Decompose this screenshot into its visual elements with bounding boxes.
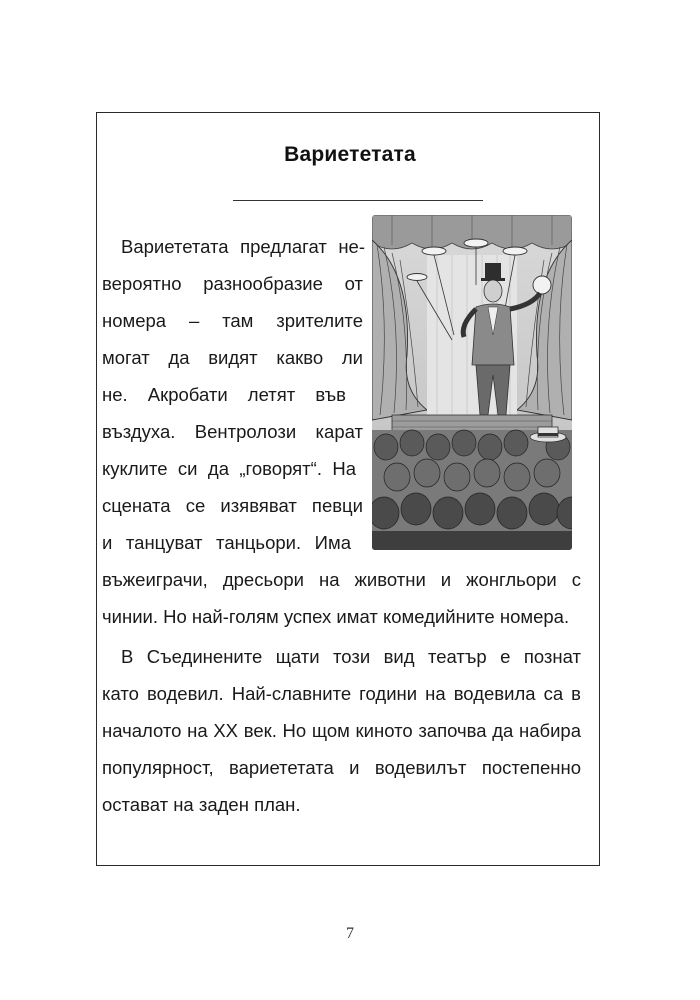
paragraph-1-line-8: сцената се изявяват певци: [102, 495, 363, 516]
paragraph-2-line-1: В Съединените щати този вид театър е познат: [121, 646, 581, 667]
paragraph-1-line-2: вероятно разнообразие от: [102, 273, 363, 294]
paragraph-1-line-3: номера – там зрителите: [102, 310, 363, 331]
paragraph-2-line-5: остават на заден план.: [102, 794, 301, 815]
paragraph-1-line-6: въздуха. Вентролози карат: [102, 421, 363, 442]
paragraph-1-line-11: чинии. Но най-голям успех имат комедийните номера.: [102, 606, 570, 627]
vaudeville-stage-illustration: [372, 215, 572, 550]
paragraph-1-line-7: куклите си да „говорят“. На: [102, 458, 356, 479]
paragraph-2-line-4: популярност, вариететата и водевилът постепенно: [102, 757, 581, 778]
paragraph-1-line-10: въжеиграчи, дресьори на животни и жонгльори с: [102, 569, 581, 590]
title-divider: [233, 200, 483, 201]
page-title: Вариететата: [284, 143, 416, 166]
paragraph-2-line-3: началото на XX век. Но щом киното започва да набира: [102, 720, 581, 741]
page-number: 7: [346, 925, 354, 942]
paragraph-1-line-1: Вариететата предлагат не-: [121, 236, 365, 257]
paragraph-1-line-9: и танцуват танцьори. Има: [102, 532, 351, 553]
paragraph-2-line-2: като водевил. Най-славните години на водевила са в: [102, 683, 581, 704]
paragraph-1-line-4: могат да видят какво ли: [102, 347, 363, 368]
paragraph-1-line-5: не. Акробати летят във: [102, 384, 346, 405]
